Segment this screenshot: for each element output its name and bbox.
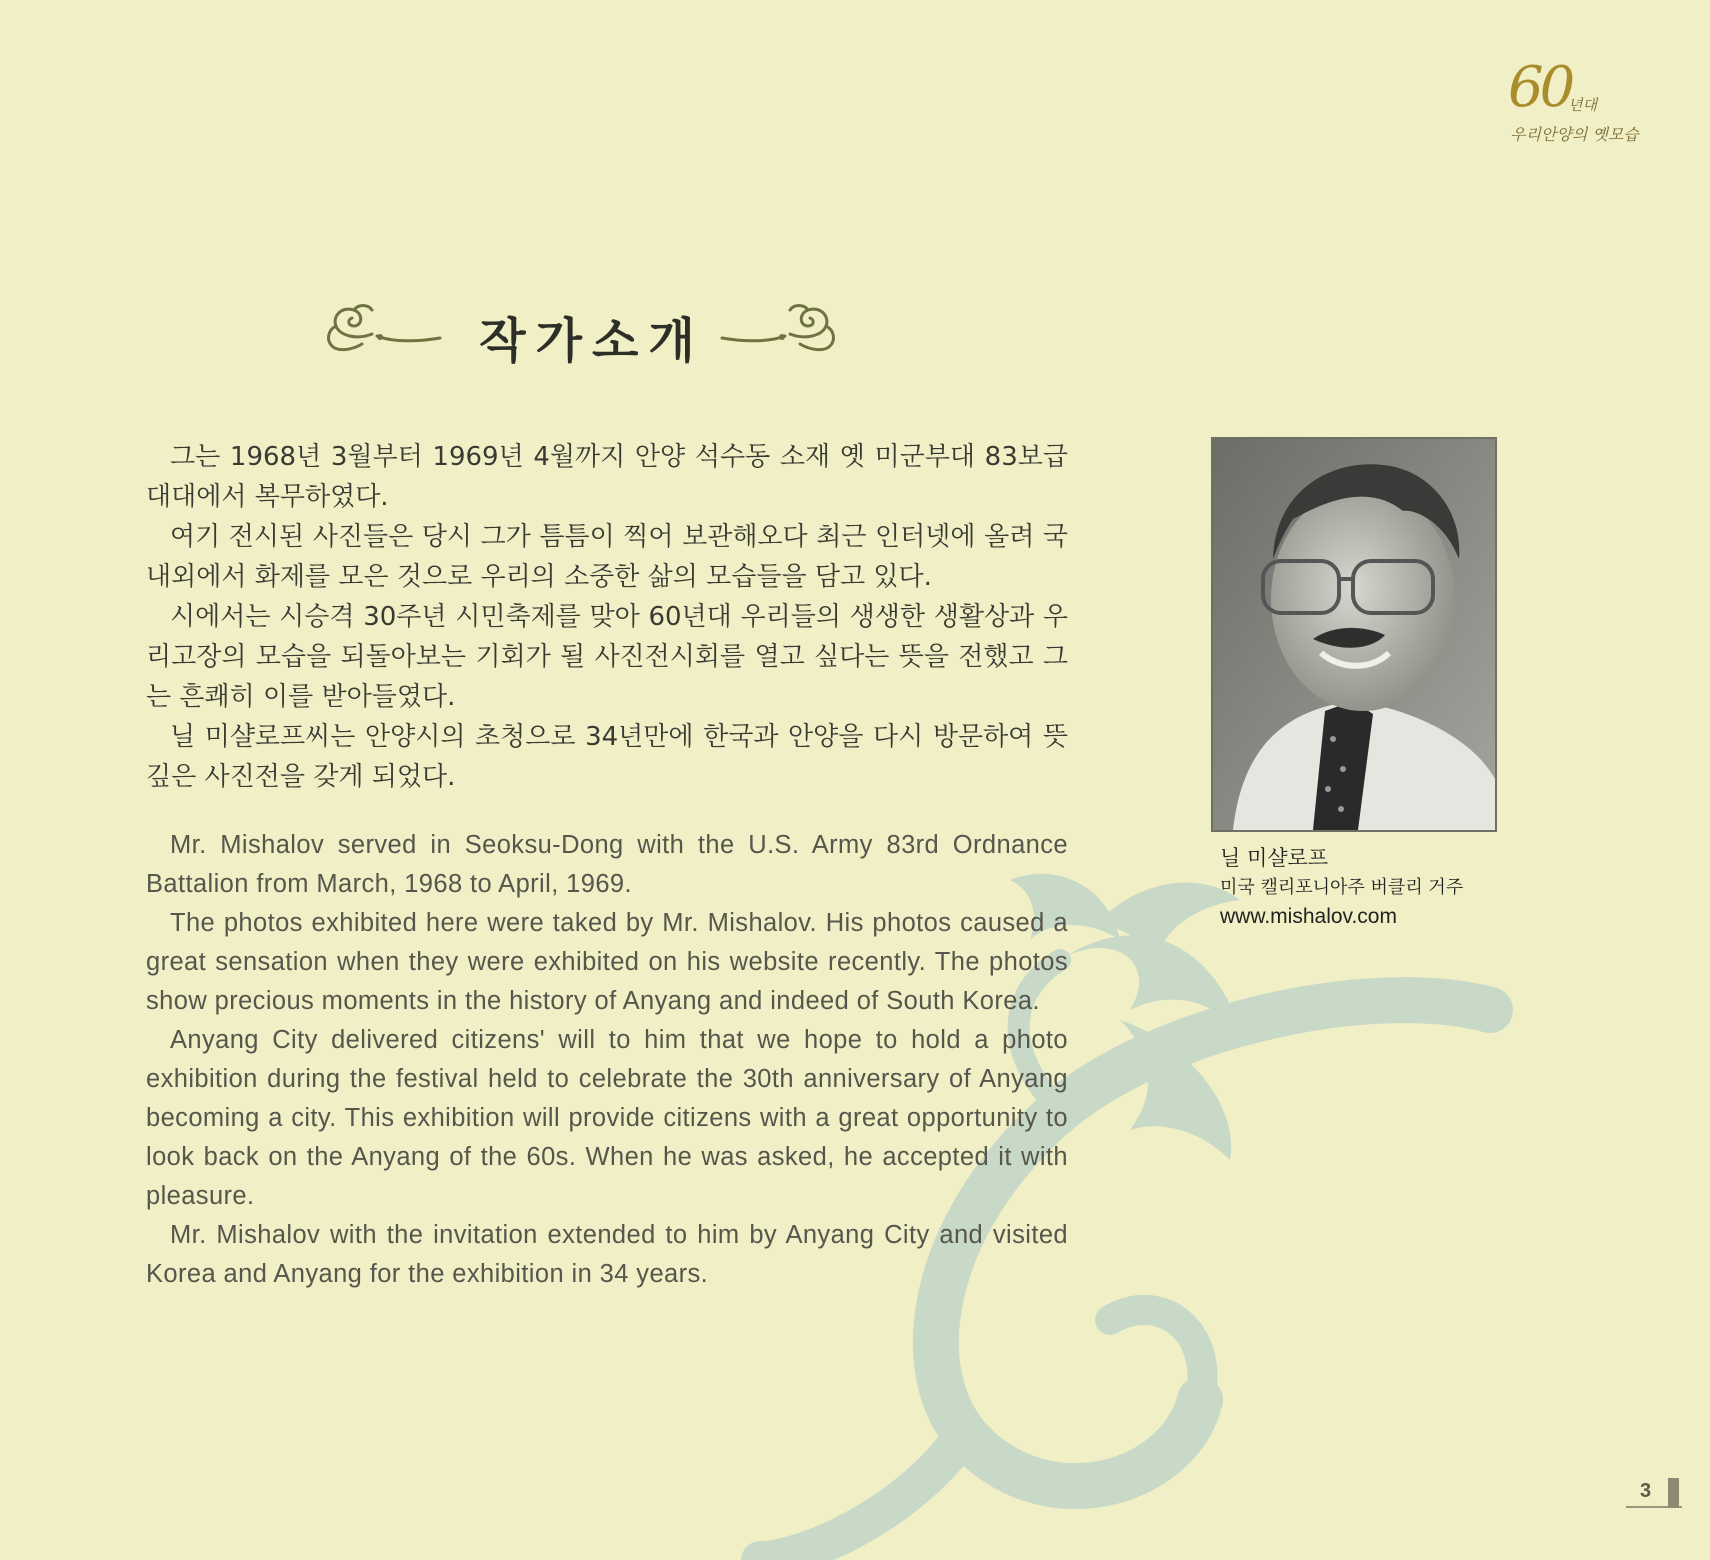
korean-paragraph-2: 여기 전시된 사진들은 당시 그가 틈틈이 찍어 보관해오다 최근 인터넷에 올려 국내외에서 화제를 모은 것으로 우리의 소중한 삶의 모습들을 담고 있다. (146, 522, 1068, 592)
page-title: 작가소개 (479, 313, 705, 369)
english-paragraph-3: Anyang City delivered citizens' will to him that we hope to hold a photo exhibition during the festival held to celebrate the 30th anniversary of Anyang becoming a city. This exhibition will provide citizens with a great opportunity to look back on the Anyang of the 60s. When he was asked, he accepted it with pleasure. (146, 1026, 1068, 1210)
author-location: 미국 캘리포니아주 버클리 거주 (1220, 877, 1464, 898)
english-paragraph-1: Mr. Mishalov served in Seoksu-Dong with the U.S. Army 83rd Ordnance Battalion from March, 1968 to April, 1969. (146, 831, 1068, 898)
english-paragraph-4: Mr. Mishalov with the invitation extended to him by Anyang City and visited Korea and Anyang for the exhibition in 34 years. (146, 1221, 1068, 1288)
korean-paragraph-3: 시에서는 시승격 30주년 시민축제를 맞아 60년대 우리들의 생생한 생활상과 우리고장의 모습을 되돌아보는 기회가 될 사진전시회를 열고 싶다는 뜻을 전했고 그는 흔쾌히 이를 받아들였다. (146, 602, 1068, 712)
section-title (322, 298, 842, 368)
page-number: 3 (1640, 1480, 1652, 1502)
english-body-text (146, 826, 1068, 1294)
author-photo (1211, 437, 1497, 832)
author-name: 닐 미샬로프 (1220, 846, 1329, 870)
page-number-bar (1668, 1478, 1679, 1508)
brand-number: 60 (1508, 55, 1572, 120)
brand-subtitle-decade: 년대 (1568, 96, 1597, 114)
right-scroll-ornament-icon (720, 300, 840, 360)
photo-caption (1220, 843, 1540, 931)
left-scroll-ornament-icon (322, 300, 442, 360)
korean-body-text (146, 437, 1068, 797)
english-paragraph-2: The photos exhibited here were taked by Mr. Mishalov. His photos caused a great sensation when they were exhibited on his website recently. The photos show precious moments in the history of Anyang and indeed of South Korea. (146, 909, 1068, 1015)
korean-paragraph-1: 그는 1968년 3월부터 1969년 4월까지 안양 석수동 소재 옛 미군부대 83보급대대에서 복무하였다. (146, 442, 1068, 512)
author-website-link[interactable]: www.mishalov.com (1220, 905, 1397, 928)
series-brand-mark (1508, 55, 1668, 150)
brand-subtitle: 우리안양의 옛모습 (1510, 125, 1639, 144)
korean-paragraph-4: 닐 미샬로프씨는 안양시의 초청으로 34년만에 한국과 안양을 다시 방문하여 뜻깊은 사진전을 갖게 되었다. (146, 722, 1068, 792)
author-portrait-image (1213, 439, 1495, 830)
